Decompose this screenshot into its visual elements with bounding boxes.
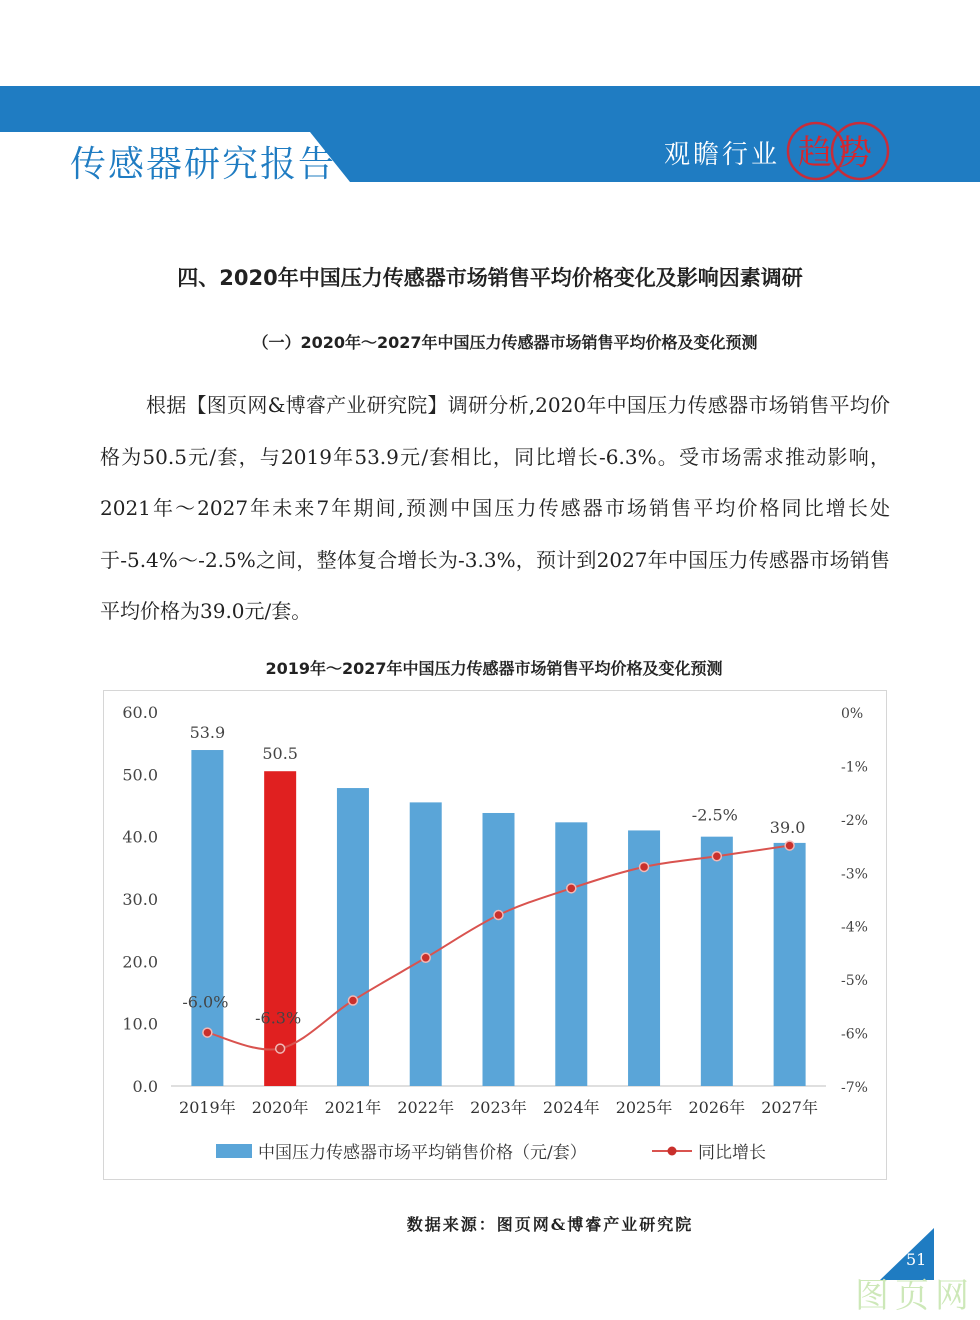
x-axis-tick-label: 2021年 [324,1098,382,1117]
left-axis-tick-label: 10.0 [122,1014,158,1034]
bar-2023年 [483,813,515,1086]
data-label: -6.3% [255,1008,302,1028]
x-axis-tick-label: 2026年 [688,1098,746,1117]
growth-point-2019年 [203,1028,212,1037]
left-axis-tick-label: 20.0 [122,952,158,972]
legend-line-marker [668,1147,677,1156]
legend-line-label: 同比增长 [698,1143,766,1163]
growth-point-2022年 [421,953,430,962]
x-axis-tick-label: 2025年 [615,1098,673,1117]
growth-point-2021年 [348,996,357,1005]
seal-text: 趋势 [798,133,878,173]
header-tagline: 观瞻行业 [664,140,781,170]
x-axis-tick-label: 2027年 [761,1098,818,1117]
growth-point-2026年 [712,852,721,861]
bar-2026年 [701,837,733,1086]
right-axis-tick-label: -7% [841,1080,868,1096]
right-axis-tick-label: -4% [841,919,868,936]
left-axis-tick-label: 0.0 [132,1077,158,1096]
body-paragraph: 根据【图页网&博睿产业研究院】调研分析,2020年中国压力传感器市场销售平均价格为50.5元/套，与2019年53.9元/套相比，同比增长-6.3%。受市场需求推动影响，2021年～2027年未来7年期间,预测中国压力传感器市场销售平均价格同比增长处于-5.4%～-2.5%之间，整体复合增长为-3.3%，预计到2027年中国压力传感器市场销售平均价格为39.0元/套。 [100,393,890,623]
growth-point-2020年 [276,1044,285,1053]
x-axis-tick-label: 2023年 [470,1098,527,1117]
price-chart [104,691,886,1179]
chart-container [103,690,887,1180]
section-title: 四、2020年中国压力传感器市场销售平均价格变化及影响因素调研 [177,266,803,290]
left-axis-tick-label: 30.0 [122,890,158,909]
x-axis-tick-label: 2020年 [251,1098,309,1117]
data-source: 数据来源：图页网&博睿产业研究院 [406,1215,694,1234]
report-title: 传感器研究报告 [70,144,337,185]
watermark: 图页网 [855,1276,975,1316]
data-label: -2.5% [691,805,738,825]
bar-2024年 [555,822,587,1086]
page-number: 51 [906,1250,927,1269]
left-axis-tick-label: 50.0 [122,765,158,785]
legend-bar-swatch [216,1144,252,1158]
x-axis-tick-label: 2022年 [397,1098,455,1117]
trend-seal-logo [782,118,892,184]
bar-2027年 [774,843,806,1086]
right-axis-tick-label: 0% [841,706,864,722]
left-axis-tick-label: 40.0 [122,827,158,847]
legend-bar-label: 中国压力传感器市场平均销售价格（元/套） [258,1143,587,1163]
x-axis-tick-label: 2024年 [542,1098,600,1117]
subsection-title: （一）2020年～2027年中国压力传感器市场销售平均价格及变化预测 [252,333,758,352]
growth-point-2027年 [785,841,794,850]
bar-2021年 [337,788,369,1086]
growth-point-2024年 [567,884,576,893]
bar-2020年 [264,771,296,1086]
right-axis-tick-label: -6% [841,1026,868,1043]
right-axis-tick-label: -2% [841,812,868,829]
data-label: 39.0 [769,817,806,837]
growth-point-2023年 [494,911,503,920]
growth-point-2025年 [640,862,649,871]
chart-title: 2019年～2027年中国压力传感器市场销售平均价格及变化预测 [265,659,723,678]
right-axis-tick-label: -1% [841,759,868,776]
left-axis-tick-label: 60.0 [122,703,158,722]
right-axis-tick-label: -3% [841,866,868,883]
data-label: 53.9 [189,723,226,743]
data-label: -6.0% [182,992,229,1012]
x-axis-tick-label: 2019年 [179,1098,236,1117]
data-label: 50.5 [262,744,298,764]
bar-2022年 [410,802,442,1086]
right-axis-tick-label: -5% [841,973,868,990]
